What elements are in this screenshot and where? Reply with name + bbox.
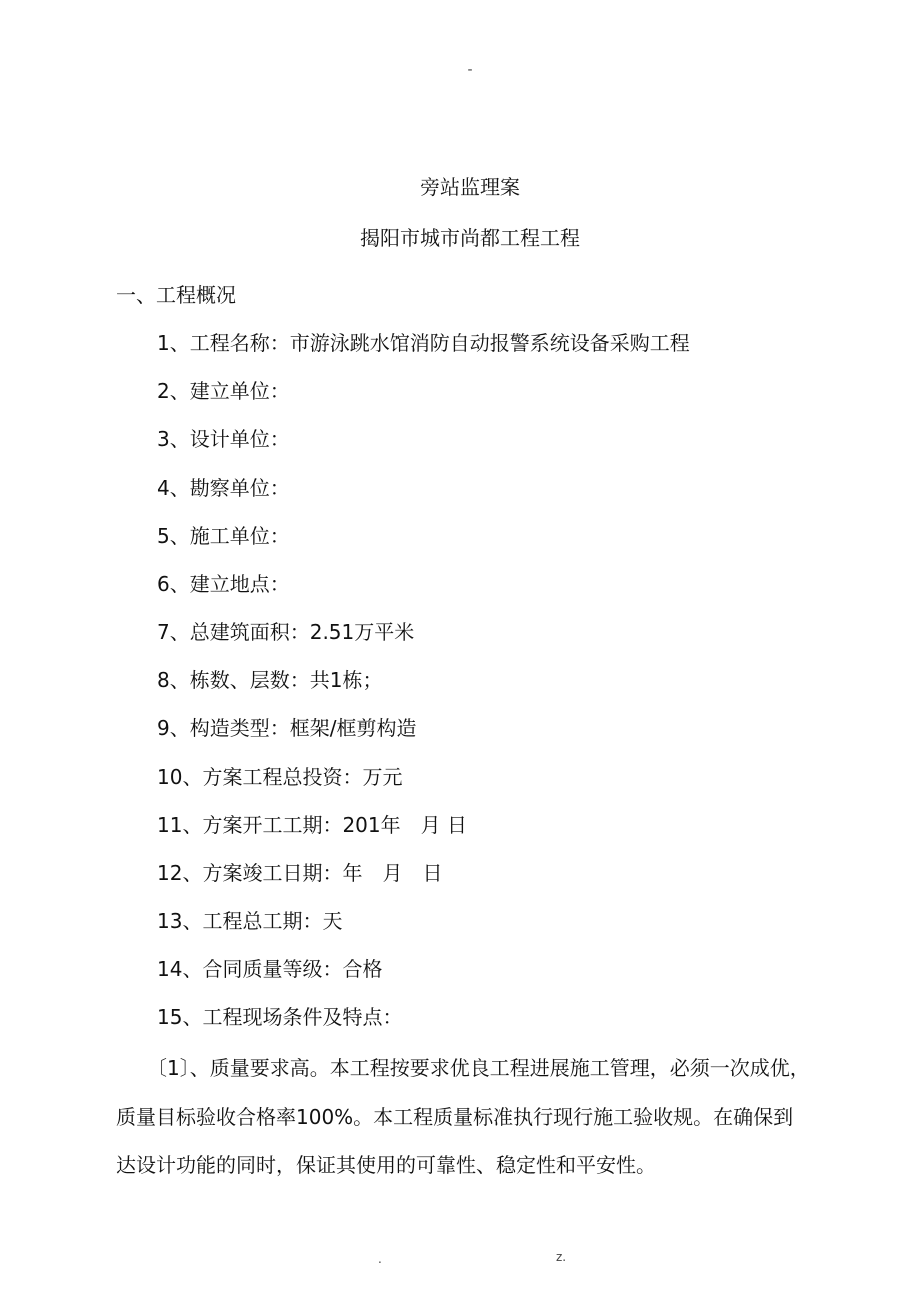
list-item-start-date: 11、方案开工工期：201年 月 日: [157, 813, 467, 837]
list-item-site-conditions: 15、工程现场条件及特点：: [157, 1005, 403, 1029]
list-item-builder-unit: 5、施工单位：: [157, 524, 290, 548]
paragraph-line-2: 质量目标验收合格率100%。本工程质量标准执行现行施工验收规。在确保到: [116, 1104, 794, 1129]
list-item-total-duration: 13、工程总工期：天: [157, 909, 343, 933]
document-title: 旁站监理案: [420, 175, 520, 199]
list-item-construction-unit: 2、建立单位：: [157, 379, 290, 403]
section-heading: 一、工程概况: [116, 283, 236, 307]
list-item-project-name: 1、工程名称：市游泳跳水馆消防自动报警系统设备采购工程: [157, 331, 690, 355]
footer-right-mark: z.: [556, 1250, 567, 1264]
list-item-location: 6、建立地点：: [157, 572, 290, 596]
paragraph-line-1: 〔1〕、质量要求高。本工程按要求优良工程进展施工管理，必须一次成优，: [147, 1056, 810, 1080]
list-item-total-area: 7、总建筑面积：2.51万平米: [157, 620, 415, 644]
footer-left-mark: .: [378, 1252, 382, 1266]
list-item-completion-date: 12、方案竣工日期：年 月 日: [157, 861, 443, 885]
list-item-total-investment: 10、方案工程总投资：万元: [157, 765, 403, 789]
project-title: 揭阳市城市尚都工程工程: [360, 226, 580, 250]
list-item-building-count: 8、栋数、层数：共1栋；: [157, 668, 383, 692]
list-item-survey-unit: 4、勘察单位：: [157, 476, 290, 500]
list-item-quality-grade: 14、合同质量等级：合格: [157, 957, 383, 981]
page-header-mark: -: [467, 62, 473, 78]
list-item-structure-type: 9、构造类型：框架/框剪构造: [157, 716, 417, 740]
quality-paragraph: [116, 1044, 840, 1190]
paragraph-line-3: 达设计功能的同时，保证其使用的可靠性、稳定性和平安性。: [116, 1153, 656, 1177]
list-item-design-unit: 3、设计单位：: [157, 427, 290, 451]
